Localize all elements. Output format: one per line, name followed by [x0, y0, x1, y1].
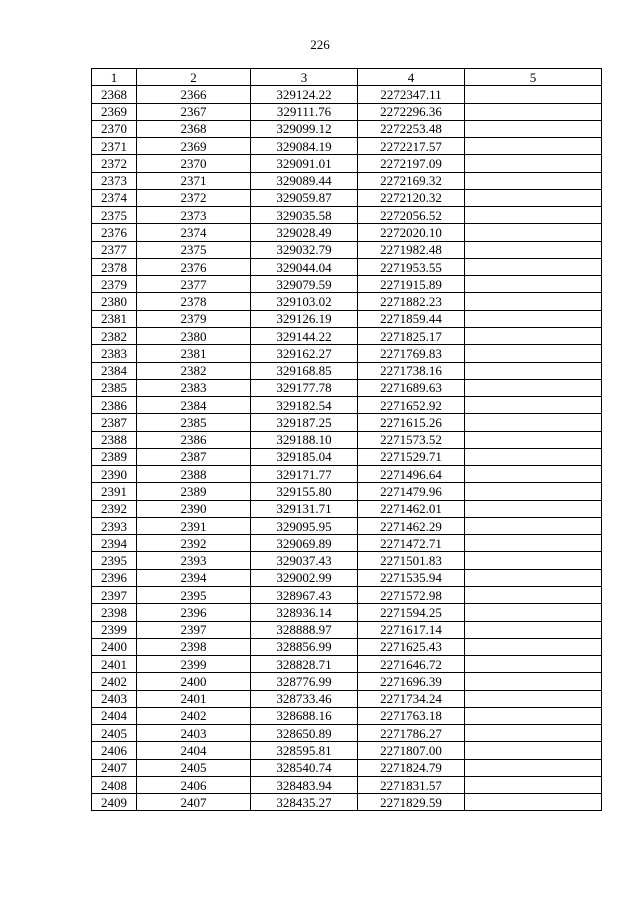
- table-row: [92, 448, 602, 465]
- note-cell: [465, 207, 602, 224]
- y-coordinate-cell: 2271572.98: [358, 586, 465, 603]
- point-number-cell: 2391: [92, 483, 137, 500]
- ref-number-cell: 2389: [137, 483, 251, 500]
- note-cell: [465, 673, 602, 690]
- x-coordinate-cell: 329002.99: [251, 569, 358, 586]
- table-row: [92, 707, 602, 724]
- y-coordinate-cell: 2271615.26: [358, 414, 465, 431]
- note-cell: [465, 483, 602, 500]
- ref-number-cell: 2400: [137, 673, 251, 690]
- column-header-1: 1: [92, 69, 137, 86]
- table-row: [92, 120, 602, 137]
- ref-number-cell: 2396: [137, 604, 251, 621]
- column-header-4: 4: [358, 69, 465, 86]
- ref-number-cell: 2390: [137, 500, 251, 517]
- point-number-cell: 2392: [92, 500, 137, 517]
- note-cell: [465, 103, 602, 120]
- y-coordinate-cell: 2271915.89: [358, 276, 465, 293]
- table-row: [92, 345, 602, 362]
- table-row: [92, 327, 602, 344]
- note-cell: [465, 120, 602, 137]
- y-coordinate-cell: 2271617.14: [358, 621, 465, 638]
- y-coordinate-cell: 2271501.83: [358, 552, 465, 569]
- x-coordinate-cell: 329032.79: [251, 241, 358, 258]
- x-coordinate-cell: 329155.80: [251, 483, 358, 500]
- point-number-cell: 2376: [92, 224, 137, 241]
- ref-number-cell: 2375: [137, 241, 251, 258]
- column-header-5: 5: [465, 69, 602, 86]
- point-number-cell: 2372: [92, 155, 137, 172]
- table-row: [92, 293, 602, 310]
- ref-number-cell: 2395: [137, 586, 251, 603]
- note-cell: [465, 656, 602, 673]
- note-cell: [465, 276, 602, 293]
- y-coordinate-cell: 2272347.11: [358, 86, 465, 103]
- table-row: [92, 224, 602, 241]
- note-cell: [465, 776, 602, 793]
- y-coordinate-cell: 2271535.94: [358, 569, 465, 586]
- point-number-cell: 2385: [92, 379, 137, 396]
- point-number-cell: 2379: [92, 276, 137, 293]
- note-cell: [465, 742, 602, 759]
- note-cell: [465, 172, 602, 189]
- y-coordinate-cell: 2272169.32: [358, 172, 465, 189]
- table-row: [92, 414, 602, 431]
- note-cell: [465, 725, 602, 742]
- ref-number-cell: 2377: [137, 276, 251, 293]
- point-number-cell: 2369: [92, 103, 137, 120]
- table-row: [92, 690, 602, 707]
- point-number-cell: 2395: [92, 552, 137, 569]
- note-cell: [465, 414, 602, 431]
- note-cell: [465, 327, 602, 344]
- x-coordinate-cell: 328595.81: [251, 742, 358, 759]
- ref-number-cell: 2385: [137, 414, 251, 431]
- x-coordinate-cell: 329035.58: [251, 207, 358, 224]
- x-coordinate-cell: 329028.49: [251, 224, 358, 241]
- x-coordinate-cell: 329162.27: [251, 345, 358, 362]
- x-coordinate-cell: 328435.27: [251, 794, 358, 811]
- note-cell: [465, 86, 602, 103]
- table-row: [92, 500, 602, 517]
- table-row: [92, 241, 602, 258]
- point-number-cell: 2403: [92, 690, 137, 707]
- point-number-cell: 2374: [92, 189, 137, 206]
- point-number-cell: 2382: [92, 327, 137, 344]
- point-number-cell: 2399: [92, 621, 137, 638]
- table-row: [92, 621, 602, 638]
- point-number-cell: 2384: [92, 362, 137, 379]
- ref-number-cell: 2387: [137, 448, 251, 465]
- point-number-cell: 2408: [92, 776, 137, 793]
- ref-number-cell: 2371: [137, 172, 251, 189]
- ref-number-cell: 2370: [137, 155, 251, 172]
- x-coordinate-cell: 329144.22: [251, 327, 358, 344]
- point-number-cell: 2387: [92, 414, 137, 431]
- note-cell: [465, 604, 602, 621]
- point-number-cell: 2378: [92, 258, 137, 275]
- point-number-cell: 2373: [92, 172, 137, 189]
- point-number-cell: 2400: [92, 638, 137, 655]
- x-coordinate-cell: 329059.87: [251, 189, 358, 206]
- x-coordinate-cell: 328688.16: [251, 707, 358, 724]
- point-number-cell: 2381: [92, 310, 137, 327]
- x-coordinate-cell: 329099.12: [251, 120, 358, 137]
- table-row: [92, 759, 602, 776]
- x-coordinate-cell: 328936.14: [251, 604, 358, 621]
- point-number-cell: 2380: [92, 293, 137, 310]
- point-number-cell: 2386: [92, 397, 137, 414]
- y-coordinate-cell: 2272056.52: [358, 207, 465, 224]
- point-number-cell: 2371: [92, 138, 137, 155]
- note-cell: [465, 189, 602, 206]
- table-row: [92, 569, 602, 586]
- table-row: [92, 379, 602, 396]
- y-coordinate-cell: 2271829.59: [358, 794, 465, 811]
- note-cell: [465, 552, 602, 569]
- x-coordinate-cell: 328733.46: [251, 690, 358, 707]
- ref-number-cell: 2404: [137, 742, 251, 759]
- note-cell: [465, 345, 602, 362]
- table-row: [92, 155, 602, 172]
- point-number-cell: 2394: [92, 535, 137, 552]
- x-coordinate-cell: 329124.22: [251, 86, 358, 103]
- y-coordinate-cell: 2271786.27: [358, 725, 465, 742]
- table-body: [92, 86, 602, 811]
- y-coordinate-cell: 2271882.23: [358, 293, 465, 310]
- point-number-cell: 2397: [92, 586, 137, 603]
- ref-number-cell: 2402: [137, 707, 251, 724]
- y-coordinate-cell: 2271807.00: [358, 742, 465, 759]
- note-cell: [465, 794, 602, 811]
- y-coordinate-cell: 2272120.32: [358, 189, 465, 206]
- ref-number-cell: 2403: [137, 725, 251, 742]
- ref-number-cell: 2383: [137, 379, 251, 396]
- y-coordinate-cell: 2271825.17: [358, 327, 465, 344]
- ref-number-cell: 2394: [137, 569, 251, 586]
- ref-number-cell: 2388: [137, 466, 251, 483]
- point-number-cell: 2407: [92, 759, 137, 776]
- x-coordinate-cell: 329168.85: [251, 362, 358, 379]
- ref-number-cell: 2405: [137, 759, 251, 776]
- note-cell: [465, 155, 602, 172]
- column-header-2: 2: [137, 69, 251, 86]
- point-number-cell: 2398: [92, 604, 137, 621]
- table-row: [92, 207, 602, 224]
- table-row: [92, 742, 602, 759]
- note-cell: [465, 466, 602, 483]
- note-cell: [465, 759, 602, 776]
- table-row: [92, 656, 602, 673]
- note-cell: [465, 138, 602, 155]
- y-coordinate-cell: 2271738.16: [358, 362, 465, 379]
- ref-number-cell: 2399: [137, 656, 251, 673]
- y-coordinate-cell: 2271953.55: [358, 258, 465, 275]
- x-coordinate-cell: 329069.89: [251, 535, 358, 552]
- table-header: [92, 69, 602, 86]
- x-coordinate-cell: 328776.99: [251, 673, 358, 690]
- coordinates-table: [91, 68, 602, 811]
- y-coordinate-cell: 2271982.48: [358, 241, 465, 258]
- point-number-cell: 2388: [92, 431, 137, 448]
- note-cell: [465, 586, 602, 603]
- point-number-cell: 2390: [92, 466, 137, 483]
- ref-number-cell: 2381: [137, 345, 251, 362]
- x-coordinate-cell: 329095.95: [251, 517, 358, 534]
- y-coordinate-cell: 2272296.36: [358, 103, 465, 120]
- note-cell: [465, 379, 602, 396]
- y-coordinate-cell: 2271594.25: [358, 604, 465, 621]
- y-coordinate-cell: 2271831.57: [358, 776, 465, 793]
- note-cell: [465, 362, 602, 379]
- x-coordinate-cell: 328856.99: [251, 638, 358, 655]
- note-cell: [465, 569, 602, 586]
- point-number-cell: 2383: [92, 345, 137, 362]
- point-number-cell: 2401: [92, 656, 137, 673]
- x-coordinate-cell: 329103.02: [251, 293, 358, 310]
- table-row: [92, 276, 602, 293]
- y-coordinate-cell: 2271734.24: [358, 690, 465, 707]
- point-number-cell: 2375: [92, 207, 137, 224]
- table-row: [92, 172, 602, 189]
- y-coordinate-cell: 2271462.01: [358, 500, 465, 517]
- ref-number-cell: 2407: [137, 794, 251, 811]
- x-coordinate-cell: 329185.04: [251, 448, 358, 465]
- y-coordinate-cell: 2271763.18: [358, 707, 465, 724]
- table-row: [92, 310, 602, 327]
- y-coordinate-cell: 2271529.71: [358, 448, 465, 465]
- x-coordinate-cell: 329182.54: [251, 397, 358, 414]
- table-row: [92, 776, 602, 793]
- ref-number-cell: 2401: [137, 690, 251, 707]
- x-coordinate-cell: 329044.04: [251, 258, 358, 275]
- table-row: [92, 258, 602, 275]
- ref-number-cell: 2398: [137, 638, 251, 655]
- header-row: [92, 69, 602, 86]
- y-coordinate-cell: 2271824.79: [358, 759, 465, 776]
- y-coordinate-cell: 2272217.57: [358, 138, 465, 155]
- x-coordinate-cell: 328483.94: [251, 776, 358, 793]
- x-coordinate-cell: 329089.44: [251, 172, 358, 189]
- x-coordinate-cell: 328967.43: [251, 586, 358, 603]
- point-number-cell: 2377: [92, 241, 137, 258]
- point-number-cell: 2406: [92, 742, 137, 759]
- point-number-cell: 2402: [92, 673, 137, 690]
- note-cell: [465, 500, 602, 517]
- table-row: [92, 483, 602, 500]
- note-cell: [465, 638, 602, 655]
- table-row: [92, 552, 602, 569]
- x-coordinate-cell: 328888.97: [251, 621, 358, 638]
- y-coordinate-cell: 2271472.71: [358, 535, 465, 552]
- y-coordinate-cell: 2271652.92: [358, 397, 465, 414]
- ref-number-cell: 2372: [137, 189, 251, 206]
- y-coordinate-cell: 2271646.72: [358, 656, 465, 673]
- note-cell: [465, 293, 602, 310]
- ref-number-cell: 2368: [137, 120, 251, 137]
- ref-number-cell: 2379: [137, 310, 251, 327]
- ref-number-cell: 2406: [137, 776, 251, 793]
- note-cell: [465, 517, 602, 534]
- table-row: [92, 517, 602, 534]
- y-coordinate-cell: 2272197.09: [358, 155, 465, 172]
- note-cell: [465, 431, 602, 448]
- ref-number-cell: 2384: [137, 397, 251, 414]
- column-header-3: 3: [251, 69, 358, 86]
- x-coordinate-cell: 328540.74: [251, 759, 358, 776]
- ref-number-cell: 2391: [137, 517, 251, 534]
- x-coordinate-cell: 329091.01: [251, 155, 358, 172]
- ref-number-cell: 2382: [137, 362, 251, 379]
- point-number-cell: 2393: [92, 517, 137, 534]
- ref-number-cell: 2366: [137, 86, 251, 103]
- table-row: [92, 794, 602, 811]
- table-row: [92, 138, 602, 155]
- x-coordinate-cell: 328650.89: [251, 725, 358, 742]
- x-coordinate-cell: 329187.25: [251, 414, 358, 431]
- table-row: [92, 586, 602, 603]
- table-row: [92, 725, 602, 742]
- table-row: [92, 397, 602, 414]
- x-coordinate-cell: 329188.10: [251, 431, 358, 448]
- point-number-cell: 2405: [92, 725, 137, 742]
- ref-number-cell: 2373: [137, 207, 251, 224]
- ref-number-cell: 2378: [137, 293, 251, 310]
- ref-number-cell: 2386: [137, 431, 251, 448]
- table-row: [92, 466, 602, 483]
- table-row: [92, 103, 602, 120]
- y-coordinate-cell: 2271462.29: [358, 517, 465, 534]
- ref-number-cell: 2397: [137, 621, 251, 638]
- point-number-cell: 2368: [92, 86, 137, 103]
- ref-number-cell: 2374: [137, 224, 251, 241]
- note-cell: [465, 707, 602, 724]
- x-coordinate-cell: 328828.71: [251, 656, 358, 673]
- y-coordinate-cell: 2271573.52: [358, 431, 465, 448]
- note-cell: [465, 535, 602, 552]
- x-coordinate-cell: 329111.76: [251, 103, 358, 120]
- x-coordinate-cell: 329126.19: [251, 310, 358, 327]
- point-number-cell: 2389: [92, 448, 137, 465]
- x-coordinate-cell: 329171.77: [251, 466, 358, 483]
- x-coordinate-cell: 329177.78: [251, 379, 358, 396]
- ref-number-cell: 2376: [137, 258, 251, 275]
- ref-number-cell: 2393: [137, 552, 251, 569]
- note-cell: [465, 448, 602, 465]
- y-coordinate-cell: 2271625.43: [358, 638, 465, 655]
- note-cell: [465, 224, 602, 241]
- page-number: 226: [310, 37, 330, 52]
- ref-number-cell: 2392: [137, 535, 251, 552]
- y-coordinate-cell: 2271689.63: [358, 379, 465, 396]
- point-number-cell: 2409: [92, 794, 137, 811]
- table-row: [92, 604, 602, 621]
- y-coordinate-cell: 2271769.83: [358, 345, 465, 362]
- ref-number-cell: 2369: [137, 138, 251, 155]
- y-coordinate-cell: 2271496.64: [358, 466, 465, 483]
- table-row: [92, 362, 602, 379]
- y-coordinate-cell: 2272020.10: [358, 224, 465, 241]
- table-row: [92, 431, 602, 448]
- table-row: [92, 673, 602, 690]
- y-coordinate-cell: 2272253.48: [358, 120, 465, 137]
- table-row: [92, 638, 602, 655]
- note-cell: [465, 258, 602, 275]
- x-coordinate-cell: 329037.43: [251, 552, 358, 569]
- point-number-cell: 2396: [92, 569, 137, 586]
- x-coordinate-cell: 329079.59: [251, 276, 358, 293]
- ref-number-cell: 2380: [137, 327, 251, 344]
- ref-number-cell: 2367: [137, 103, 251, 120]
- point-number-cell: 2370: [92, 120, 137, 137]
- table-row: [92, 535, 602, 552]
- table-row: [92, 86, 602, 103]
- table-row: [92, 189, 602, 206]
- note-cell: [465, 397, 602, 414]
- note-cell: [465, 621, 602, 638]
- note-cell: [465, 241, 602, 258]
- y-coordinate-cell: 2271859.44: [358, 310, 465, 327]
- y-coordinate-cell: 2271479.96: [358, 483, 465, 500]
- note-cell: [465, 690, 602, 707]
- x-coordinate-cell: 329084.19: [251, 138, 358, 155]
- x-coordinate-cell: 329131.71: [251, 500, 358, 517]
- point-number-cell: 2404: [92, 707, 137, 724]
- note-cell: [465, 310, 602, 327]
- y-coordinate-cell: 2271696.39: [358, 673, 465, 690]
